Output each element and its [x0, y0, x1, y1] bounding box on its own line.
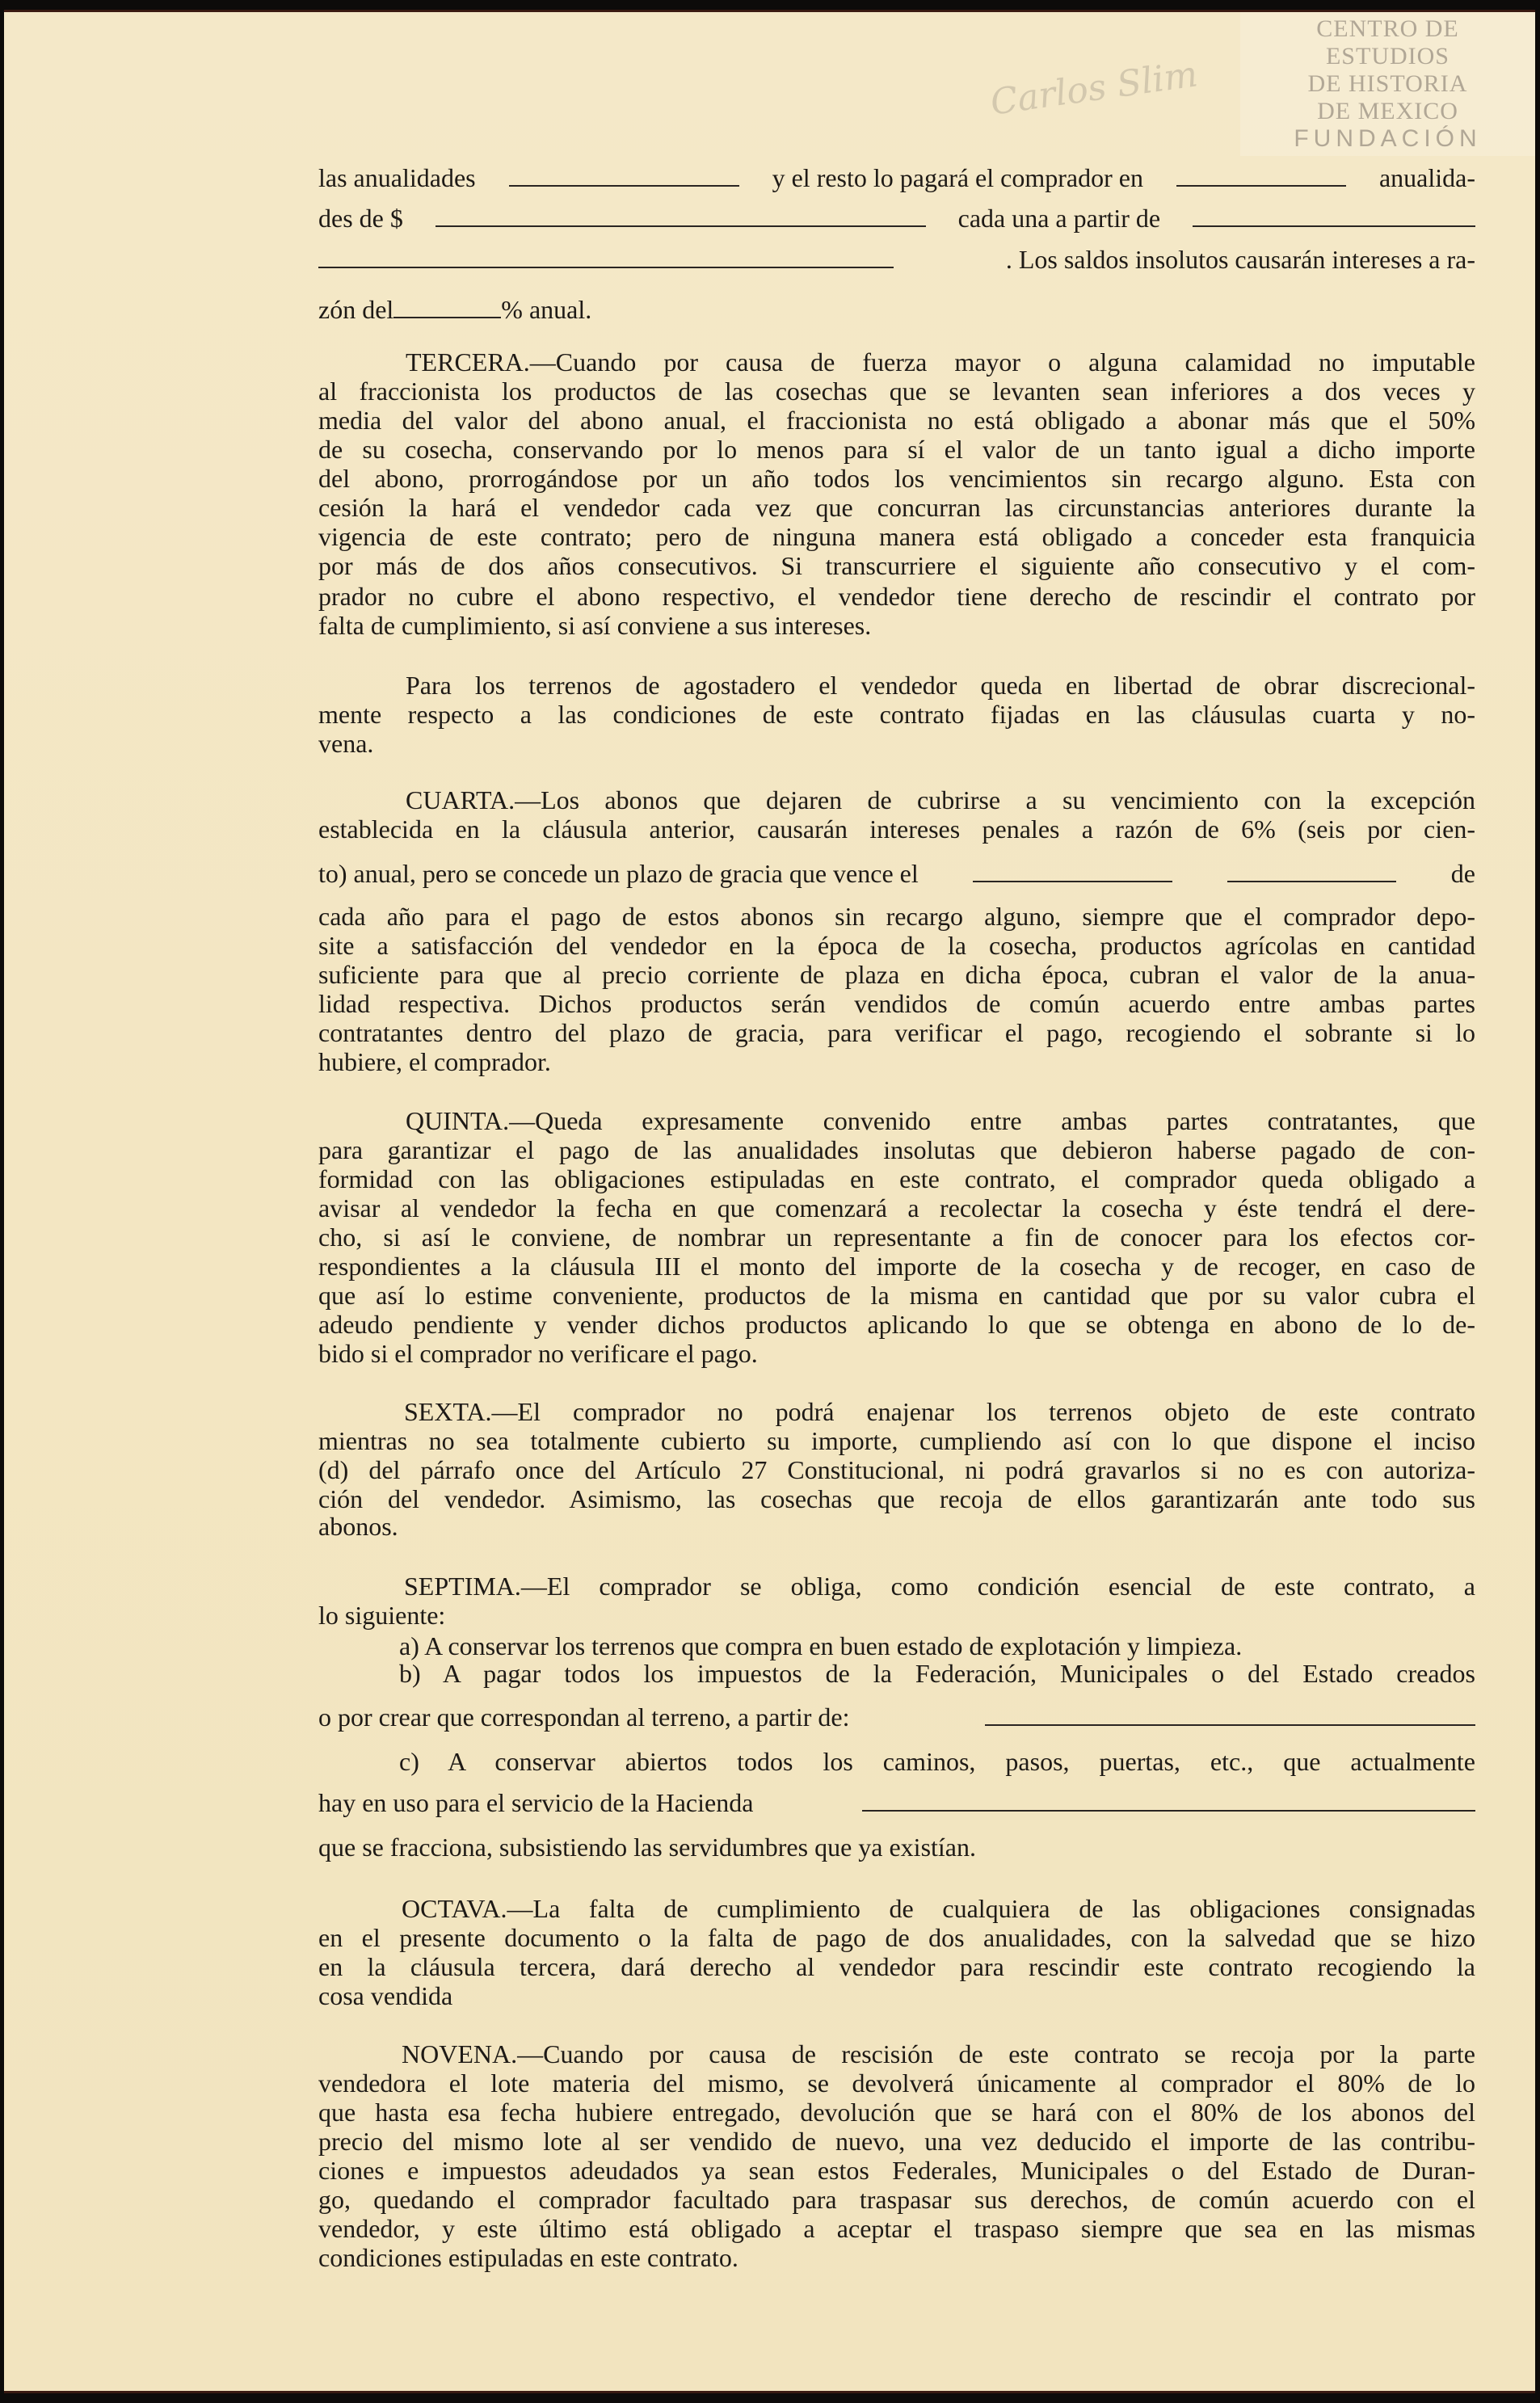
text-line: cosa vendida — [318, 1981, 453, 2010]
text-line: respondientes a la cláusula III el monto del importe de la cosecha y de recoger, en caso de — [318, 1252, 1475, 1281]
text-line — [318, 859, 1475, 888]
text-line: vena. — [318, 729, 374, 758]
text-line: TERCERA.—Cuando por causa de fuerza mayor o alguna calamidad no imputable — [406, 347, 1475, 377]
text-line: cada año para el pago de estos abonos sin recargo alguno, siempre que el comprador depo- — [318, 902, 1475, 931]
text-segment: de — [1450, 859, 1475, 888]
text-line: formidad con las obligaciones estipuladas en este contrato, el comprador queda obligado a — [318, 1164, 1475, 1193]
text-line: adeudo pendiente y vender dichos productos aplicando lo que se obtenga en abono de lo de- — [318, 1310, 1475, 1339]
fill-in-blank[interactable] — [435, 204, 926, 227]
text-line: en el presente documento o la falta de pago de dos anualidades, con la salvedad que se hizo — [318, 1923, 1475, 1952]
text-segment: y el resto lo pagará el comprador en — [772, 163, 1143, 192]
text-line: ciones e impuestos adeudados ya sean estos Federales, Municipales o del Estado de Duran- — [318, 2156, 1475, 2185]
fill-in-blank[interactable] — [1193, 204, 1475, 227]
text-segment: . Los saldos insolutos causarán intereses a ra- — [1005, 245, 1475, 274]
text-segment: anualida- — [1378, 163, 1475, 192]
text-line: (d) del párrafo once del Artículo 27 Constitucional, ni podrá gravarlos si no es con autoriza- — [318, 1455, 1475, 1484]
text-line: que se fracciona, subsistiendo las servidumbres que ya existían. — [318, 1833, 976, 1862]
fill-in-blank[interactable] — [393, 296, 501, 318]
text-line — [318, 245, 1475, 274]
text-line: SEPTIMA.—El comprador se obliga, como condición esencial de este contrato, a — [404, 1572, 1475, 1601]
text-line: suficiente para que al precio corriente de plaza en dicha época, cubran el valor de la anua- — [318, 960, 1475, 989]
text-line: establecida en la cláusula anterior, causarán intereses penales a razón de 6% (seis por cien- — [318, 814, 1475, 844]
watermark-line: CENTRO DE — [1316, 15, 1459, 42]
text-line: condiciones estipuladas en este contrato. — [318, 2243, 738, 2272]
fill-in-blank[interactable] — [1227, 860, 1396, 882]
text-line: OCTAVA.—La falta de cumplimiento de cualquiera de las obligaciones consignadas — [402, 1894, 1475, 1923]
text-line: ción del vendedor. Asimismo, las cosechas que recoja de ellos garantizarán ante todo sus — [318, 1484, 1475, 1513]
text-line: abonos. — [318, 1512, 398, 1541]
text-segment: las anualidades — [318, 163, 476, 192]
text-line: go, quedando el comprador facultado para traspasar sus derechos, de común acuerdo con el — [318, 2185, 1475, 2214]
text-line: mientras no sea totalmente cubierto su importe, cumpliendo así con lo que dispone el inciso — [318, 1426, 1475, 1455]
text-line — [318, 163, 1475, 192]
text-line: que así lo estime conveniente, productos de la misma en cantidad que por su valor cubra el — [318, 1281, 1475, 1310]
text-line: cesión la hará el vendedor cada vez que concurran las circunstancias anteriores durante la — [318, 493, 1475, 522]
text-line: prador no cubre el abono respectivo, el vendedor tiene derecho de rescindir el contrato por — [318, 582, 1475, 611]
document-page — [4, 10, 1535, 2393]
text-line: QUINTA.—Queda expresamente convenido entre ambas partes contratantes, que — [406, 1106, 1475, 1135]
text-line: media del valor del abono anual, el fraccionista no está obligado a abonar más que el 50% — [318, 406, 1475, 435]
text-line: NOVENA.—Cuando por causa de rescisión de este contrato se recoja por la parte — [402, 2039, 1475, 2068]
text-line — [318, 1788, 1475, 1817]
watermark-line: ESTUDIOS — [1325, 43, 1450, 69]
text-line: en la cláusula tercera, dará derecho al vendedor para rescindir este contrato recogiendo la — [318, 1952, 1475, 1981]
text-segment: hay en uso para el servicio de la Hacienda — [318, 1788, 754, 1817]
watermark-line: DE MEXICO — [1317, 98, 1458, 124]
text-line: SEXTA.—El comprador no podrá enajenar los terrenos objeto de este contrato — [404, 1397, 1475, 1426]
text-line: Para los terrenos de agostadero el vendedor queda en libertad de obrar discrecional- — [406, 671, 1475, 700]
text-line: de su cosecha, conservando por lo menos para sí el valor de un tanto igual a dicho importe — [318, 435, 1475, 464]
text-line: a) A conservar los terrenos que compra en buen estado de explotación y limpieza. — [399, 1631, 1243, 1660]
text-line: precio del mismo lote al ser vendido de nuevo, una vez deducido el importe de las contribu- — [318, 2127, 1475, 2156]
fill-in-blank[interactable] — [509, 164, 739, 187]
text-line: hubiere, el comprador. — [318, 1047, 551, 1076]
text-line — [318, 1702, 1475, 1732]
watermark-line: DE HISTORIA — [1307, 70, 1468, 97]
text-line: mente respecto a las condiciones de este contrato fijadas en las cláusulas cuarta y no- — [318, 700, 1475, 729]
text-line: lidad respectiva. Dichos productos serán vendidos de común acuerdo entre ambas partes — [318, 989, 1475, 1018]
text-line — [318, 204, 1475, 233]
text-line: vendedora el lote materia del mismo, se devolverá únicamente al comprador el 80% de lo — [318, 2068, 1475, 2098]
text-line: lo siguiente: — [318, 1601, 446, 1630]
text-line: site a satisfacción del vendedor en la época de la cosecha, productos agrícolas en cantidad — [318, 931, 1475, 960]
text-line: al fraccionista los productos de las cosechas que se levanten sean inferiores a dos veces y — [318, 377, 1475, 406]
text-segment: des de $ — [318, 204, 403, 233]
watermark-foundation: FUNDACIÓN — [1294, 125, 1482, 152]
text-line: por más de dos años consecutivos. Si transcurriere el siguiente año consecutivo y el com- — [318, 551, 1475, 580]
fill-in-blank[interactable] — [318, 246, 894, 268]
text-line: avisar al vendedor la fecha en que comenzará a recolectar la cosecha y éste tendrá el dere- — [318, 1193, 1475, 1223]
text-line: falta de cumplimiento, si así conviene a sus intereses. — [318, 611, 872, 640]
text-segment: to) anual, pero se concede un plazo de gracia que vence el — [318, 859, 919, 888]
fill-in-blank[interactable] — [985, 1703, 1475, 1726]
text-line: c) A conservar abiertos todos los caminos, pasos, puertas, etc., que actualmente — [399, 1747, 1475, 1776]
text-line: contratantes dentro del plazo de gracia, para verificar el pago, recogiendo el sobrante si lo — [318, 1018, 1475, 1047]
text-segment: cada una a partir de — [957, 204, 1161, 233]
text-line: que hasta esa fecha hubiere entregado, devolución que se hará con el 80% de los abonos del — [318, 2098, 1475, 2127]
fill-in-blank[interactable] — [862, 1789, 1475, 1812]
text-line: CUARTA.—Los abonos que dejaren de cubrirse a su vencimiento con la excepción — [406, 785, 1475, 814]
signature-watermark: Carlos Slim — [987, 53, 1201, 124]
text-line: vendedor, y este último está obligado a aceptar el traspaso siempre que sea en las mismas — [318, 2214, 1475, 2243]
fill-in-blank[interactable] — [1176, 164, 1346, 187]
text-line: b) A pagar todos los impuestos de la Federación, Municipales o del Estado creados — [399, 1659, 1475, 1688]
text-line: cho, si así le conviene, de nombrar un representante a fin de conocer para los efectos cor- — [318, 1223, 1475, 1252]
text-line: para garantizar el pago de las anualidades insolutas que debieron haberse pagado de con- — [318, 1135, 1475, 1164]
text-segment: o por crear que correspondan al terreno, a partir de: — [318, 1702, 850, 1732]
text-line: vigencia de este contrato; pero de ninguna manera está obligado a conceder esta franquicia — [318, 522, 1475, 551]
text-segment: zón del — [318, 295, 394, 324]
text-line: del abono, prorrogándose por un año todos los vencimientos sin recargo alguno. Esta con — [318, 464, 1475, 493]
text-segment: % anual. — [501, 295, 592, 324]
fill-in-blank[interactable] — [973, 860, 1172, 882]
text-line — [318, 295, 1475, 324]
text-line: bido si el comprador no verificare el pago. — [318, 1339, 758, 1368]
